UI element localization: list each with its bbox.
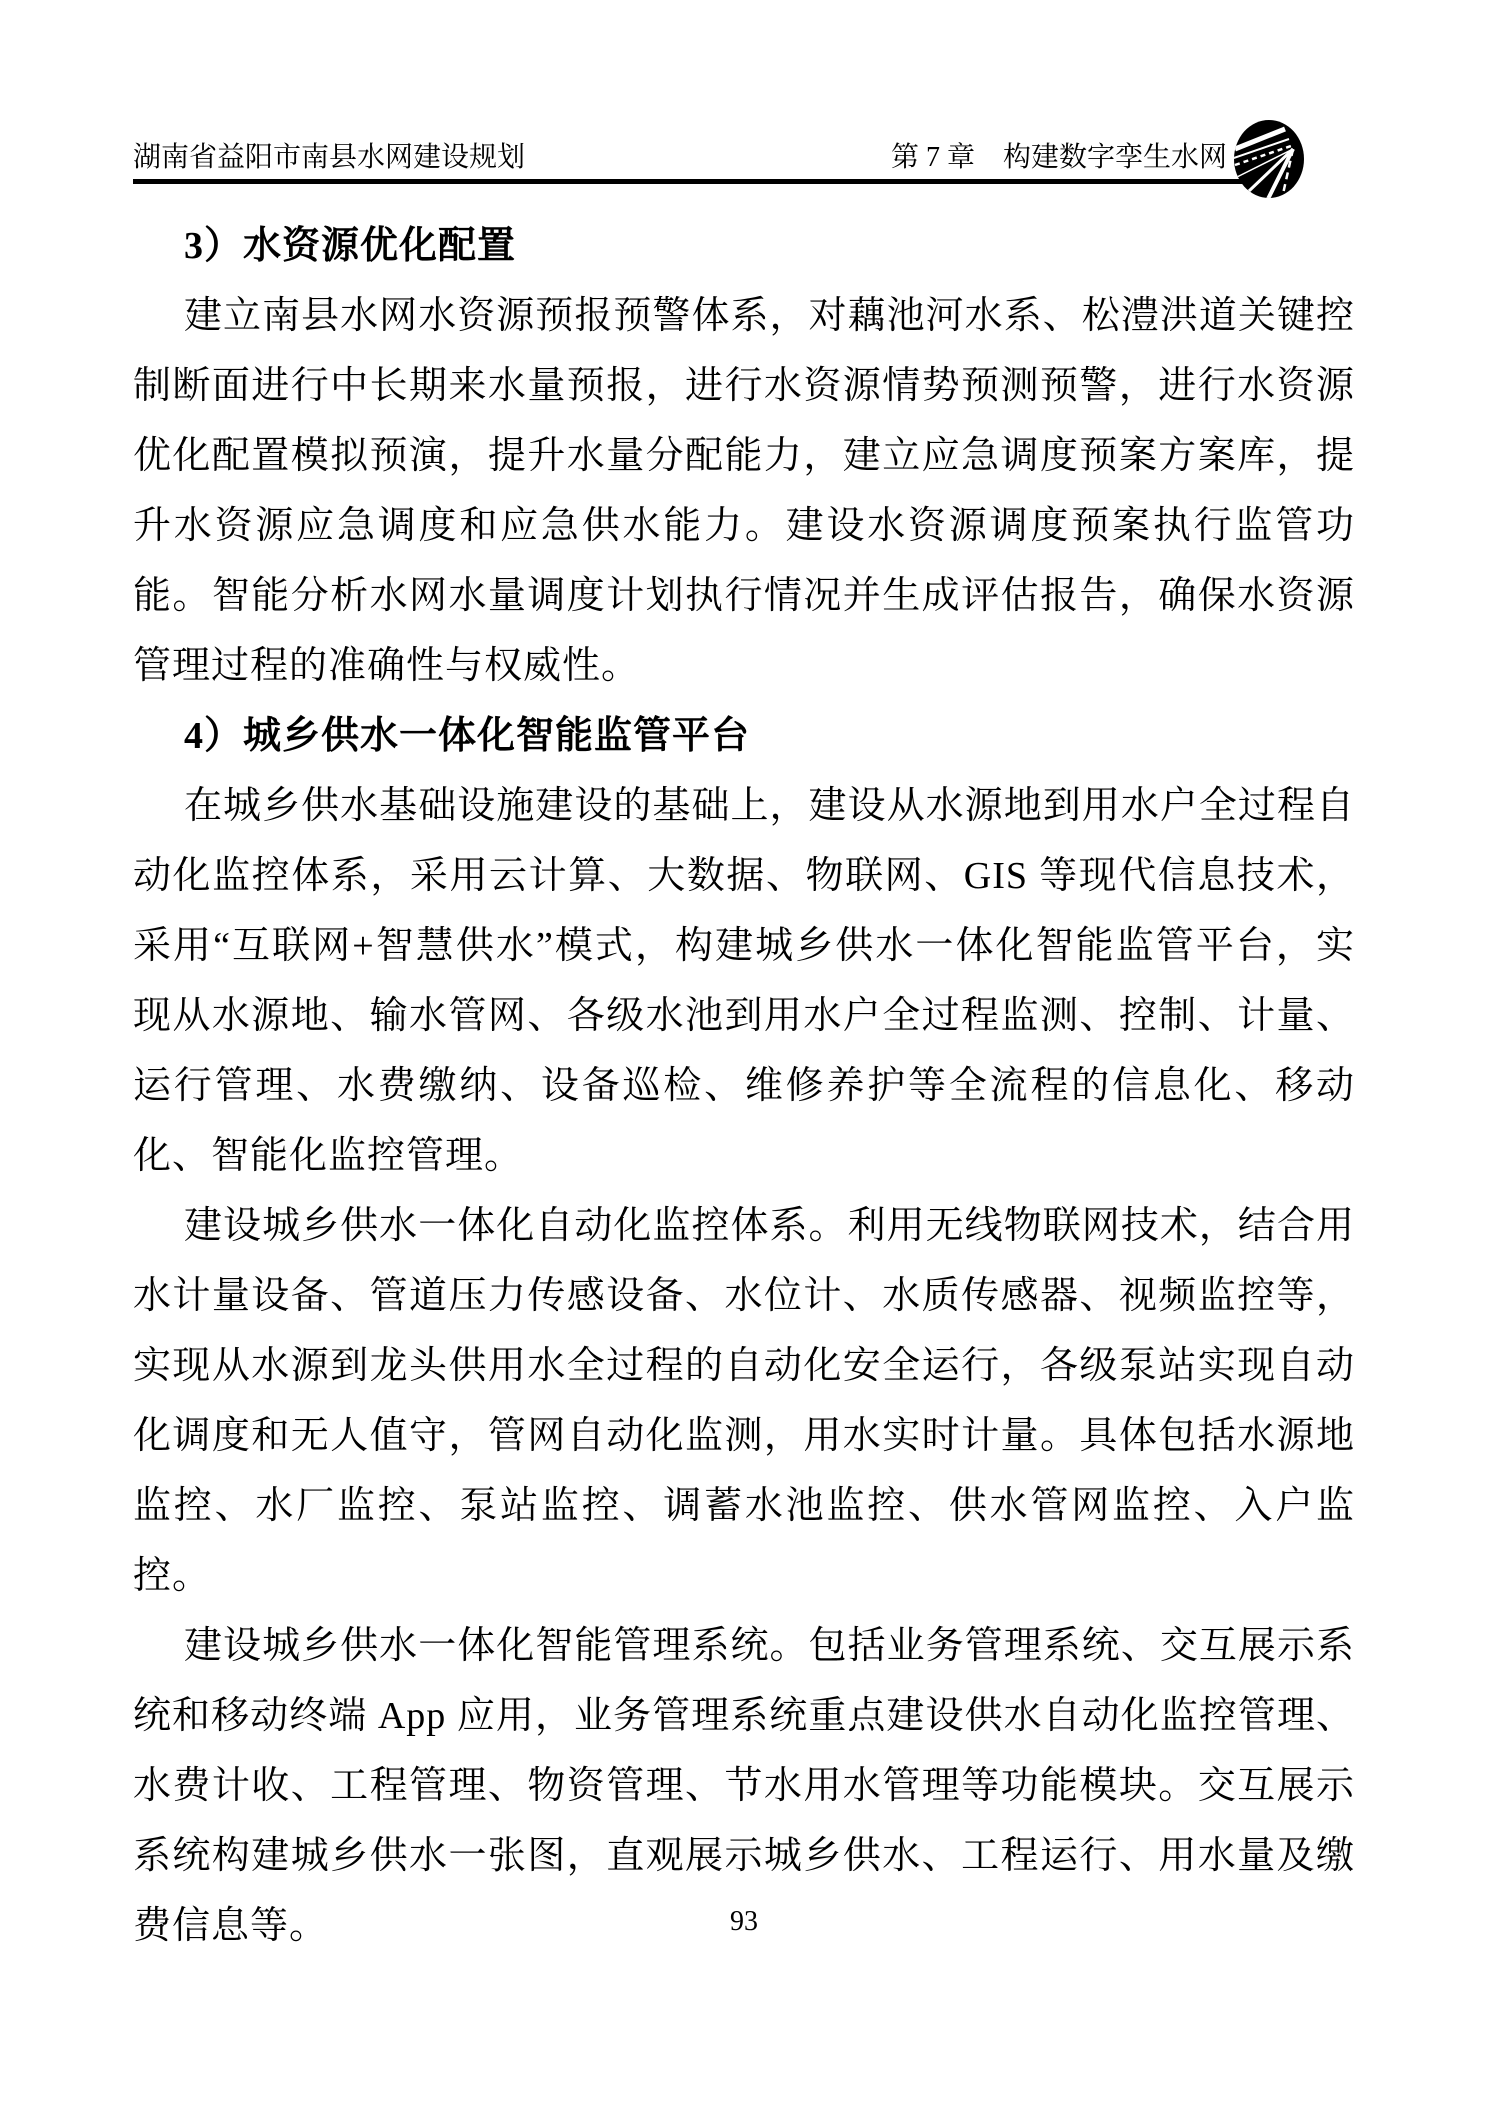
page-number: 93: [730, 1906, 758, 1937]
section-heading-water-resource-allocation: 3）水资源优化配置: [184, 225, 517, 267]
paragraph-smart-management-system: 建设城乡供水一体化智能管理系统。包括业务管理系统、交互展示系统和移动终端 App 应用，业务管理系统重点建设供水自动化监控管理、水费计收、工程管理、物资管理、节水用水管理等功能模块。交互展示系统构建城乡供水一张图，直观展示城乡供水、工程运行、用水量及缴费信息等。: [133, 1625, 1355, 1947]
header-rule: [133, 179, 1273, 184]
road-emblem-icon: [1233, 119, 1305, 199]
paragraph-supply-platform-overview: 在城乡供水基础设施建设的基础上，建设从水源地到用水户全过程自动化监控体系，采用云计算、大数据、物联网、GIS 等现代信息技术，采用“互联网+智慧供水”模式，构建城乡供水一体化智能监管平台，实现从水源地、输水管网、各级水池到用水户全过程监测、控制、计量、运行管理、水费缴纳、设备巡检、维修养护等全流程的信息化、移动化、智能化监控管理。: [133, 785, 1355, 1177]
section-heading-urban-rural-water-supply-platform: 4）城乡供水一体化智能监管平台: [184, 715, 751, 757]
page-body: [133, 211, 1355, 1961]
running-header: [133, 140, 1355, 175]
paragraph-automated-monitoring-system: 建设城乡供水一体化自动化监控体系。利用无线物联网技术，结合用水计量设备、管道压力传感设备、水位计、水质传感器、视频监控等，实现从水源到龙头供用水全过程的自动化安全运行，各级泵站实现自动化调度和无人值守，管网自动化监测，用水实时计量。具体包括水源地监控、水厂监控、泵站监控、调蓄水池监控、供水管网监控、入户监控。: [133, 1205, 1355, 1597]
header-chapter-title: 第 7 章 构建数字孪生水网: [890, 142, 1227, 173]
header-doc-title: 湖南省益阳市南县水网建设规划: [133, 142, 526, 173]
paragraph-water-resource-allocation: 建立南县水网水资源预报预警体系，对藕池河水系、松澧洪道关键控制断面进行中长期来水量预报，进行水资源情势预测预警，进行水资源优化配置模拟预演，提升水量分配能力，建立应急调度预案方案库，提升水资源应急调度和应急供水能力。建设水资源调度预案执行监管功能。智能分析水网水量调度计划执行情况并生成评估报告，确保水资源管理过程的准确性与权威性。: [133, 295, 1355, 687]
